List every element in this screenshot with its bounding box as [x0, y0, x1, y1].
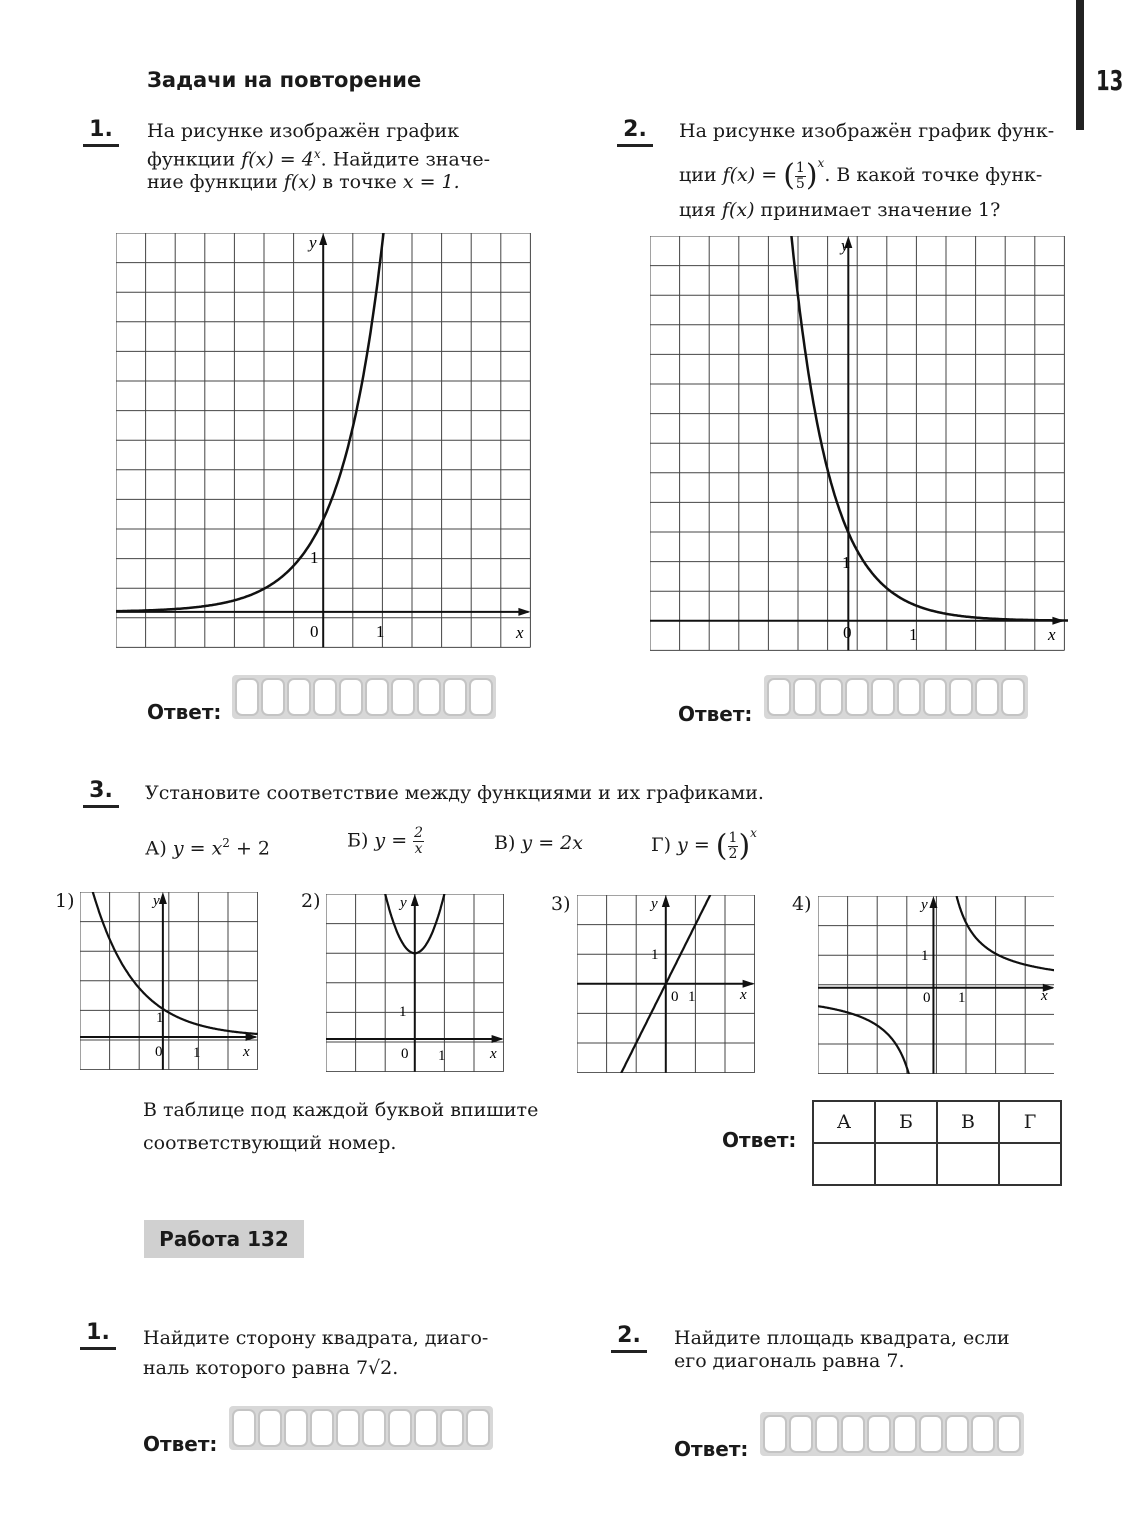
answer-cell[interactable] [388, 1409, 412, 1447]
y-axis-arrow [411, 894, 419, 906]
text-line: На рисунке изображён график [147, 120, 460, 142]
tick-label: 0 [923, 990, 931, 1006]
table-header: Б [875, 1101, 937, 1143]
answer-cell[interactable] [443, 678, 467, 716]
answer-cell[interactable] [893, 1415, 917, 1453]
graph-chart-2 [650, 236, 1068, 654]
x-axis-arrow [518, 608, 530, 616]
axis-label-x: x [243, 1044, 250, 1060]
series-line [791, 236, 1068, 621]
y-axis-arrow [159, 892, 167, 904]
answer-cell[interactable] [845, 678, 869, 716]
grid [650, 236, 1064, 650]
answer-cell[interactable] [469, 678, 493, 716]
answer-cell[interactable] [841, 1415, 865, 1453]
axis-label-y: y [921, 897, 928, 913]
answer-cell[interactable] [975, 678, 999, 716]
answer-cell[interactable] [867, 1415, 891, 1453]
tick-label: 1 [310, 548, 319, 567]
page-edge-bar [1076, 0, 1084, 130]
graph-chart-1 [116, 233, 534, 651]
answer-cell[interactable] [949, 678, 973, 716]
option-b: Б) y = $\frac{2}{x}$ [347, 825, 424, 857]
answer-cell[interactable] [789, 1415, 813, 1453]
axis-label-x: x [516, 623, 524, 642]
tick-label: 1 [688, 989, 696, 1005]
task-number: 1. [80, 1320, 116, 1350]
axis-label-x: x [1048, 625, 1056, 644]
tick-label: 1 [193, 1045, 201, 1061]
tick-label: 0 [671, 989, 679, 1005]
answer-cell[interactable] [466, 1409, 490, 1447]
graph-option-4 [818, 896, 1054, 1074]
answer-cell[interactable] [875, 1143, 937, 1185]
answer-cell[interactable] [417, 678, 441, 716]
match-answer-table [812, 1100, 1062, 1186]
answer-cell[interactable] [923, 678, 947, 716]
answer-cell[interactable] [362, 1409, 386, 1447]
answer-label: Ответ: [678, 702, 753, 726]
answer-cell[interactable] [235, 678, 259, 716]
axis-label-y: y [651, 896, 658, 912]
page-number: 13 [1096, 64, 1124, 97]
tick-label: 1 [921, 948, 929, 964]
table-header: А [813, 1101, 875, 1143]
answer-input[interactable] [764, 675, 1028, 719]
answer-cell[interactable] [284, 1409, 308, 1447]
graph-label-2: 2) [301, 890, 321, 912]
tick-label: 1 [156, 1010, 164, 1026]
table-header: Г [999, 1101, 1061, 1143]
grid [818, 896, 1054, 1074]
text-line: наль которого равна 7√2. [143, 1357, 399, 1379]
tick-label: 0 [155, 1044, 163, 1060]
answer-cell[interactable] [897, 678, 921, 716]
answer-cell[interactable] [310, 1409, 334, 1447]
series-line [92, 892, 258, 1034]
work-task2-text [674, 1327, 1059, 1373]
text-line: ция f(x) принимает значение 1? [679, 199, 1001, 221]
answer-cell[interactable] [815, 1415, 839, 1453]
answer-cell[interactable] [261, 678, 285, 716]
answer-cell[interactable] [999, 1143, 1061, 1185]
answer-cell[interactable] [871, 678, 895, 716]
graph-option-2 [326, 894, 504, 1072]
task-number: 2. [617, 117, 653, 147]
review-task1-text [147, 120, 532, 194]
graph-option-3 [577, 895, 755, 1073]
answer-cell[interactable] [945, 1415, 969, 1453]
text-line: На рисунке изображён график функ- [679, 120, 1055, 142]
task3-prompt: Установите соответствие между функциями и их графиками. [145, 782, 764, 804]
answer-cell[interactable] [1001, 678, 1025, 716]
option-v: В) y = 2x [494, 832, 583, 854]
review-task2-text [679, 120, 1066, 224]
graph-label-3: 3) [551, 893, 571, 915]
work-task1-text [143, 1323, 525, 1383]
task-number: 3. [83, 778, 119, 808]
tick-label: 1 [651, 947, 659, 963]
work-title: Работа 132 [144, 1220, 304, 1258]
tick-label: 0 [401, 1046, 409, 1062]
answer-cell[interactable] [813, 1143, 875, 1185]
answer-cell[interactable] [365, 678, 389, 716]
answer-cell[interactable] [937, 1143, 999, 1185]
grid [80, 892, 258, 1070]
tick-label: 1 [376, 622, 385, 641]
text-line: его диагональ равна 7. [674, 1350, 905, 1372]
answer-cell[interactable] [919, 1415, 943, 1453]
text-line: В таблице под каждой буквой впишите [143, 1099, 539, 1121]
axis-label-y: y [841, 236, 849, 255]
answer-label: Ответ: [147, 700, 222, 724]
answer-input[interactable] [229, 1406, 493, 1450]
answer-cell[interactable] [763, 1415, 787, 1453]
answer-label: Ответ: [674, 1437, 749, 1461]
answer-cell[interactable] [414, 1409, 438, 1447]
tick-label: 1 [842, 553, 851, 572]
answer-cell[interactable] [336, 1409, 360, 1447]
axis-label-x: x [740, 987, 747, 1003]
answer-cell[interactable] [767, 678, 791, 716]
graph-label-1: 1) [55, 890, 75, 912]
graph-label-4: 4) [792, 893, 812, 915]
answer-cell[interactable] [440, 1409, 464, 1447]
table-header: В [937, 1101, 999, 1143]
answer-label: Ответ: [722, 1128, 797, 1152]
section-title: Задачи на повторение [147, 68, 422, 92]
axis-label-y: y [309, 233, 317, 252]
text-line: ние функции f(x) в точке x = 1. [147, 171, 460, 194]
answer-input[interactable] [760, 1412, 1024, 1456]
answer-cell[interactable] [232, 1409, 256, 1447]
option-a: А) $y = x^2 + 2$ [145, 836, 271, 860]
y-axis-arrow [319, 233, 327, 245]
option-g: Г) y = ( $\frac{1}{2}$ )$^x$ [651, 826, 757, 864]
answer-cell[interactable] [793, 678, 817, 716]
axis-label-y: y [153, 893, 160, 909]
answer-cell[interactable] [971, 1415, 995, 1453]
answer-cell[interactable] [287, 678, 311, 716]
text-line: ции f(x) = ( $\frac{1}{5}$ )$^x$. В какой точке функ- [679, 156, 1043, 193]
tick-label: 1 [958, 990, 966, 1006]
text-line: Найдите площадь квадрата, если [674, 1327, 1010, 1349]
answer-cell[interactable] [997, 1415, 1021, 1453]
answer-cell[interactable] [819, 678, 843, 716]
answer-input[interactable] [232, 675, 496, 719]
text-line: Найдите сторону квадрата, диаго- [143, 1327, 489, 1349]
tick-label: 1 [399, 1004, 407, 1020]
answer-cell[interactable] [258, 1409, 282, 1447]
tick-label: 1 [438, 1048, 446, 1064]
tick-label: 1 [909, 625, 918, 644]
task3-instruction [143, 1094, 538, 1160]
tick-label: 0 [310, 622, 319, 641]
text-line: соответствующий номер. [143, 1132, 397, 1154]
series-line [818, 1006, 910, 1075]
tick-label: 0 [843, 623, 852, 642]
answer-cell[interactable] [339, 678, 363, 716]
answer-cell[interactable] [313, 678, 337, 716]
y-axis-arrow [662, 895, 670, 907]
axis-label-x: x [490, 1046, 497, 1062]
series-line [956, 896, 1054, 971]
answer-cell[interactable] [391, 678, 415, 716]
answer-label: Ответ: [143, 1432, 218, 1456]
axis-label-x: x [1041, 988, 1048, 1004]
task-number: 2. [611, 1323, 647, 1353]
text-line: функции $f(x) = 4^x$. Найдите значе- [147, 147, 491, 171]
task-number: 1. [83, 117, 119, 147]
graph-option-1 [80, 892, 258, 1070]
series-line [116, 233, 384, 611]
axis-label-y: y [400, 895, 407, 911]
